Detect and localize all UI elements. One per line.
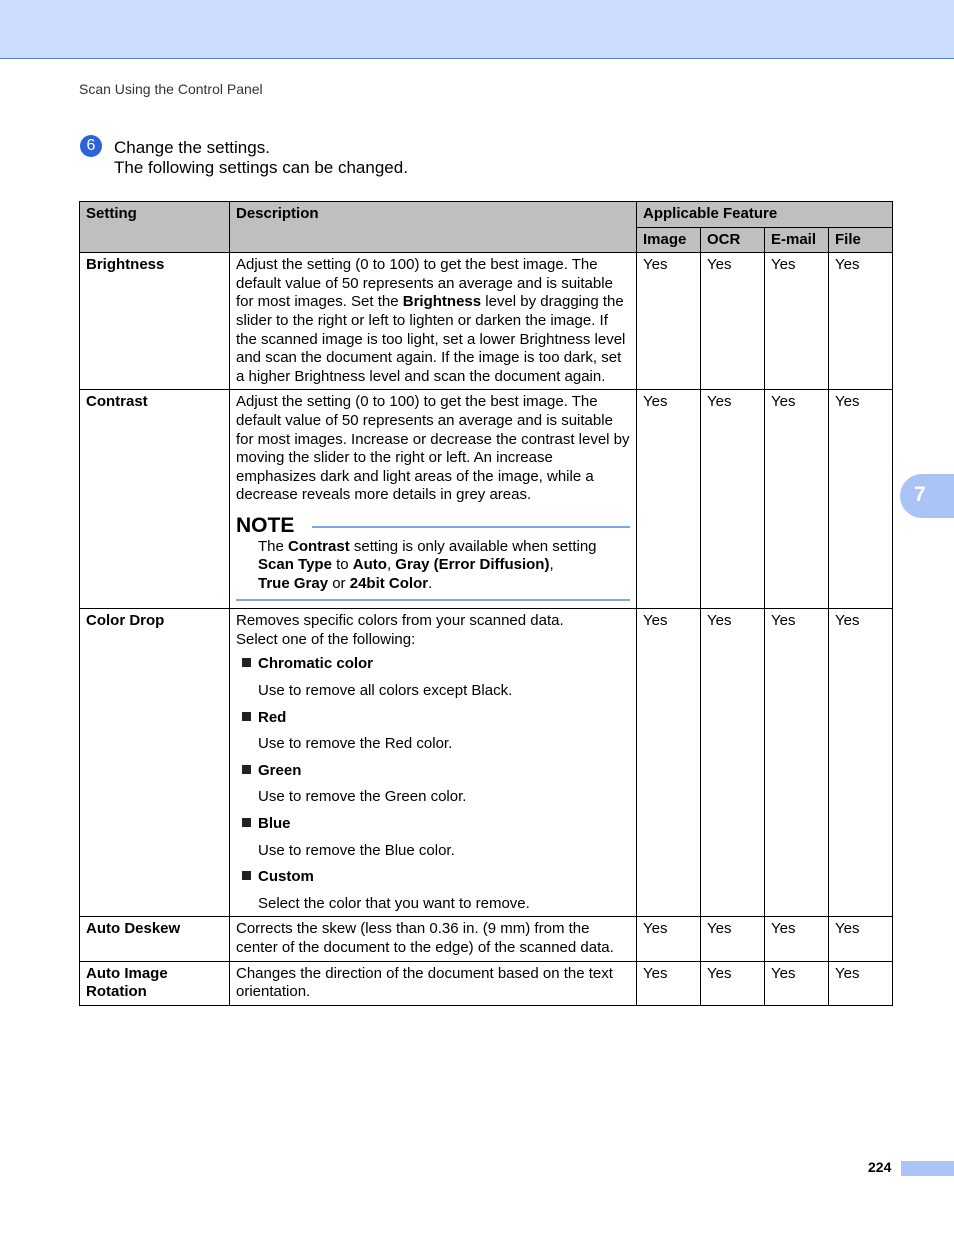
setting-description: Adjust the setting (0 to 100) to get the best image. The default value of 50 represents an average and is suitable for most images. Increase or decrease the contrast level by moving the slider to the right or left. An increase emphasizes dark and light areas of the image, while a decrease reveals more details in grey areas. NOTE The Contrast setting is only available when setting Scan Type to Auto, Gray (Error Diffusion), True Gray or 24bit Color. [230, 390, 637, 609]
page-number-bar [901, 1161, 954, 1176]
feature-file: Yes [829, 253, 893, 390]
col-header-email: E-mail [765, 227, 829, 253]
feature-ocr: Yes [701, 390, 765, 609]
running-header: Scan Using the Control Panel [79, 81, 263, 97]
square-bullet-icon [242, 658, 251, 667]
top-header-band [0, 0, 954, 59]
header-row [80, 202, 893, 228]
note-bottom-rule [236, 599, 630, 601]
col-header-applicable-feature: Applicable Feature [637, 202, 893, 228]
table-row [80, 609, 893, 917]
col-header-image: Image [637, 227, 701, 253]
feature-image: Yes [637, 253, 701, 390]
square-bullet-icon [242, 818, 251, 827]
col-header-setting: Setting [80, 202, 230, 253]
chapter-tab: 7 [900, 474, 954, 518]
setting-name: Contrast [80, 390, 230, 609]
feature-image: Yes [637, 961, 701, 1005]
note-divider [312, 526, 630, 528]
table-row [80, 253, 893, 390]
table-row [80, 917, 893, 961]
list-item: Custom Select the color that you want to remove. [236, 868, 630, 913]
note-text: The Contrast setting is only available when setting Scan Type to Auto, Gray (Error Diffusion), True Gray or 24bit Color. [258, 537, 597, 592]
setting-description: Corrects the skew (less than 0.36 in. (9 mm) from the center of the document to the edge) of the scanned data. [230, 917, 637, 961]
feature-ocr: Yes [701, 961, 765, 1005]
list-item: Red Use to remove the Red color. [236, 709, 630, 754]
col-header-file: File [829, 227, 893, 253]
feature-email: Yes [765, 961, 829, 1005]
col-header-ocr: OCR [701, 227, 765, 253]
table-row [80, 390, 893, 609]
table-row [80, 961, 893, 1005]
setting-description: Removes specific colors from your scanned data. Select one of the following: Chromatic color Use to remove all colors except Black. Red Use to remove the Red color. Green Use to remove the Green color. Blue Use to remove the Blue color. Custom Select the color that you want to remove. [230, 609, 637, 917]
feature-file: Yes [829, 609, 893, 917]
step-instruction: Change the settings. [114, 138, 270, 157]
page-number: 224 [868, 1159, 892, 1175]
feature-ocr: Yes [701, 253, 765, 390]
feature-image: Yes [637, 609, 701, 917]
list-item: Blue Use to remove the Blue color. [236, 815, 630, 860]
list-item: Green Use to remove the Green color. [236, 762, 630, 807]
square-bullet-icon [242, 712, 251, 721]
square-bullet-icon [242, 765, 251, 774]
feature-ocr: Yes [701, 609, 765, 917]
feature-file: Yes [829, 961, 893, 1005]
setting-name: Color Drop [80, 609, 230, 917]
feature-email: Yes [765, 609, 829, 917]
feature-file: Yes [829, 390, 893, 609]
setting-name: Auto Deskew [80, 917, 230, 961]
feature-image: Yes [637, 390, 701, 609]
list-item: Chromatic color Use to remove all colors except Black. [236, 655, 630, 700]
col-header-description: Description [230, 202, 637, 253]
note-title: NOTE [236, 513, 295, 537]
square-bullet-icon [242, 871, 251, 880]
setting-description: Changes the direction of the document based on the text orientation. [230, 961, 637, 1005]
feature-email: Yes [765, 917, 829, 961]
setting-description: Adjust the setting (0 to 100) to get the best image. The default value of 50 represents an average and is suitable for most images. Set the Brightness level by dragging the slider to the right or left to lighten or darken the image. If the scanned image is too light, set a lower Brightness level and scan the document again. If the image is too dark, set a higher Brightness level and scan the document again. [230, 253, 637, 390]
setting-name: Auto Image Rotation [80, 961, 230, 1005]
feature-image: Yes [637, 917, 701, 961]
feature-email: Yes [765, 253, 829, 390]
step-subtext: The following settings can be changed. [114, 158, 408, 177]
settings-table [79, 201, 893, 1006]
feature-file: Yes [829, 917, 893, 961]
feature-ocr: Yes [701, 917, 765, 961]
step-number-badge: 6 [80, 135, 102, 157]
note-box [236, 513, 630, 601]
setting-name: Brightness [80, 253, 230, 390]
feature-email: Yes [765, 390, 829, 609]
